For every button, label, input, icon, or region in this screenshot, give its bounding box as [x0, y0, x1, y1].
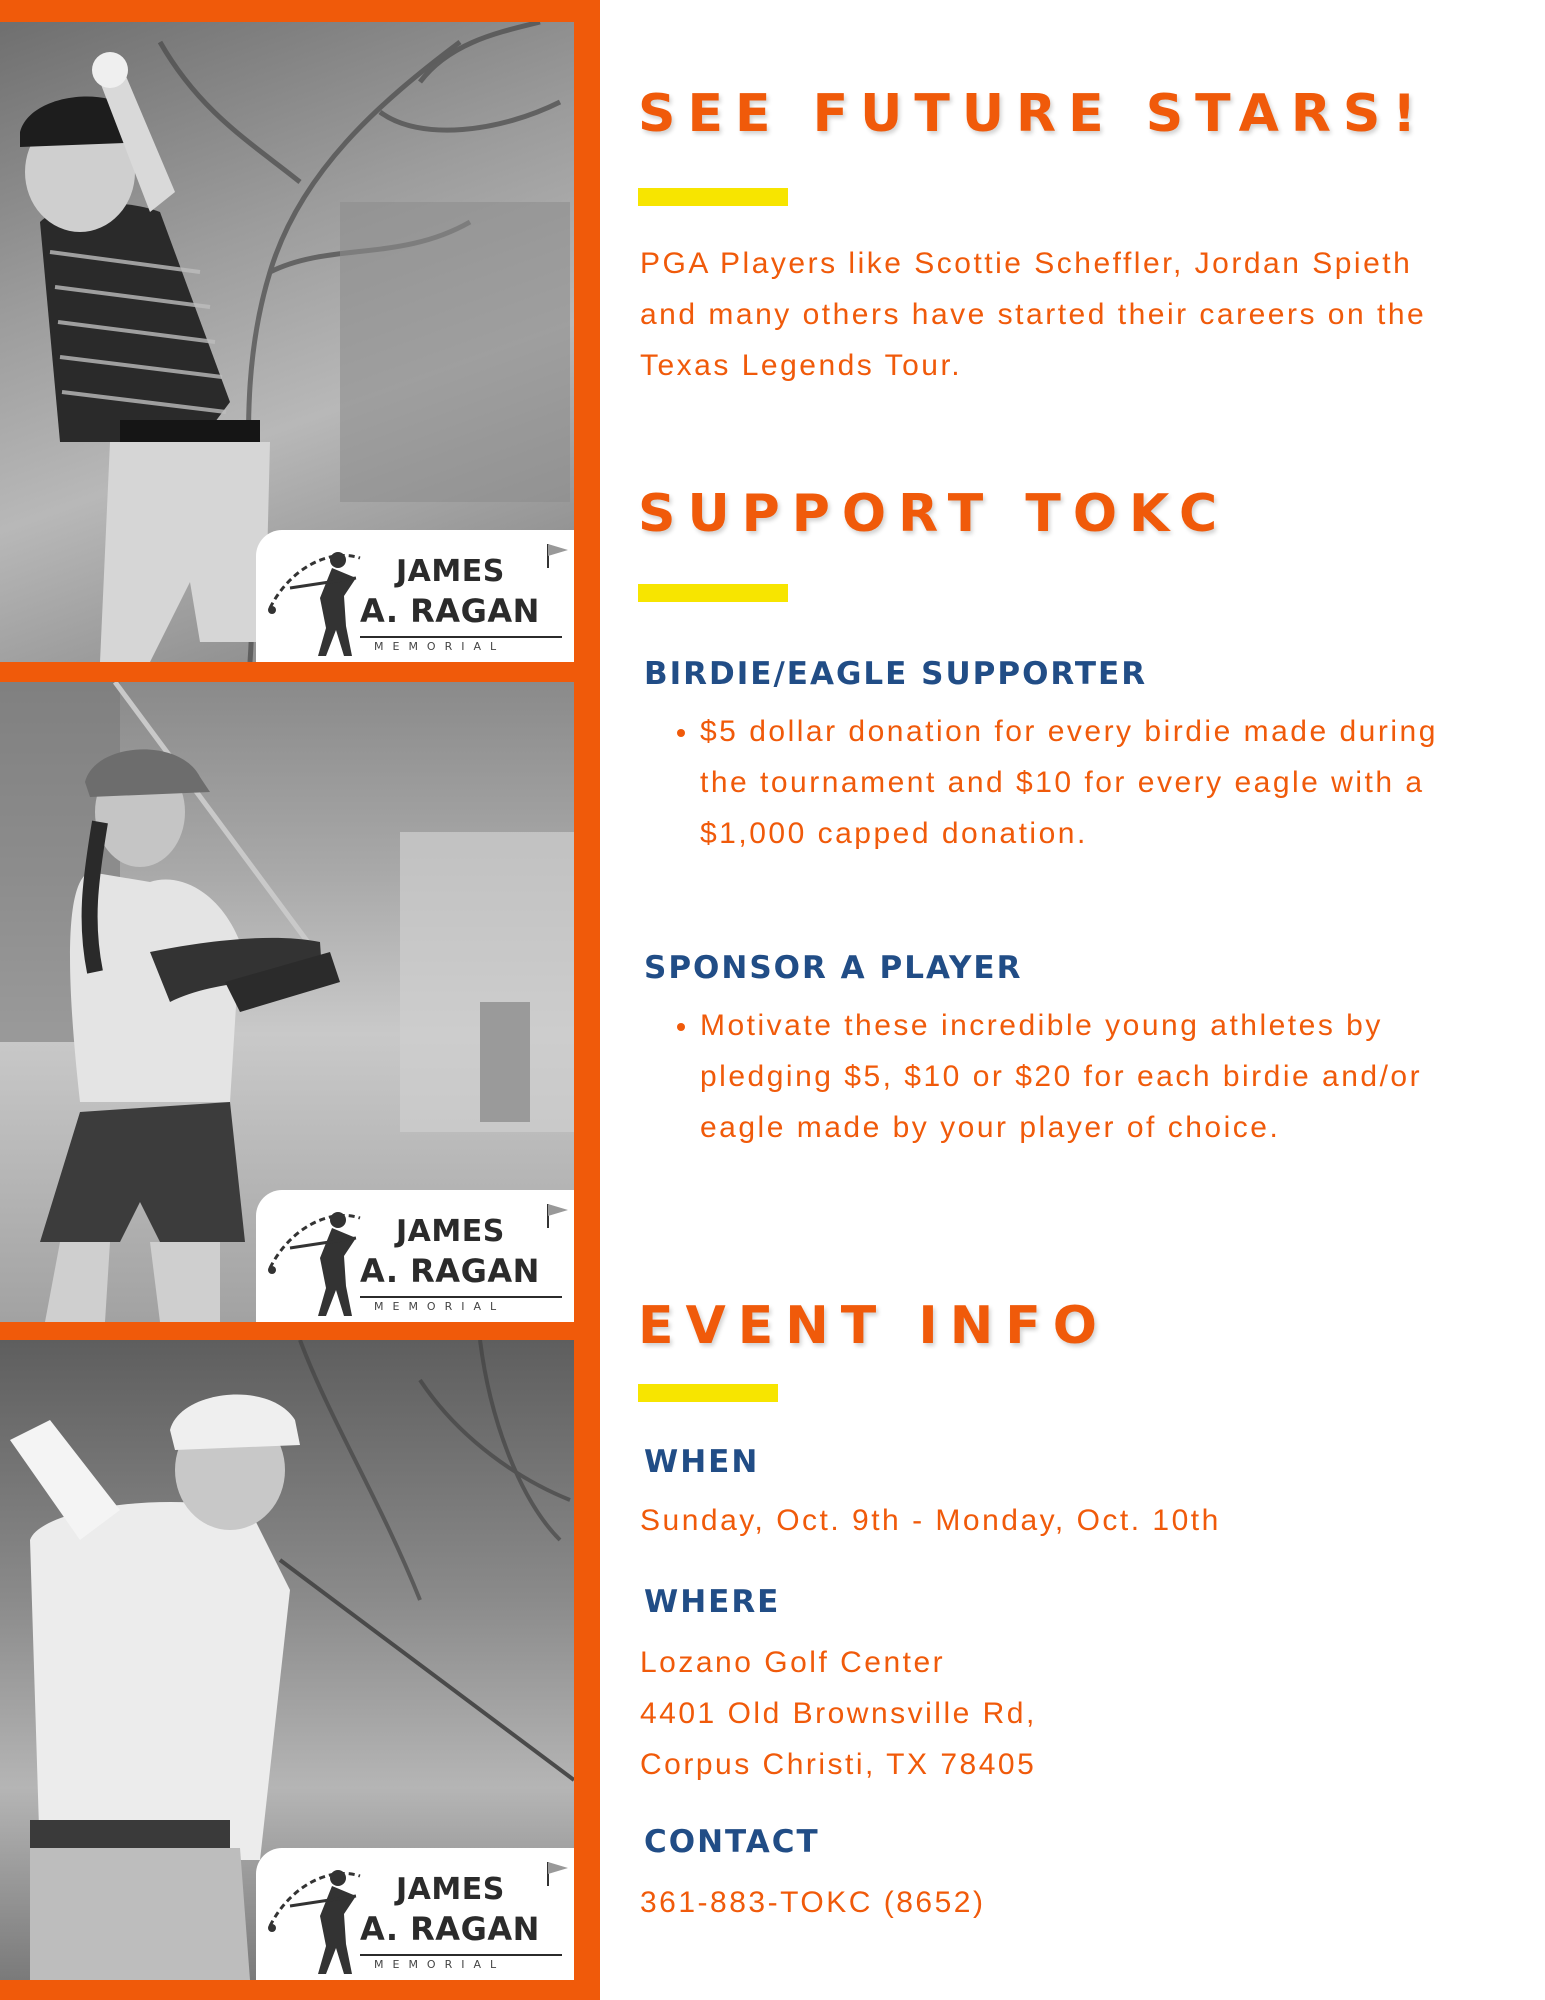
where-line-3: Corpus Christi, TX 78405: [640, 1748, 1037, 1781]
when-text: Sunday, Oct. 9th - Monday, Oct. 10th: [640, 1504, 1221, 1537]
logo-line-memorial: MEMORIAL: [374, 640, 506, 653]
logo-line-james: JAMES: [396, 1872, 505, 1907]
photo-column: [0, 0, 600, 2000]
birdie-eagle-heading: BIRDIE/EAGLE SUPPORTER: [644, 656, 1148, 692]
contact-heading: CONTACT: [644, 1824, 820, 1860]
content-column: [600, 0, 1545, 2000]
flag-icon: [546, 1202, 570, 1228]
james-ragan-memorial-logo: [256, 1848, 574, 1980]
logo-line-memorial: MEMORIAL: [374, 1958, 506, 1971]
flag-icon: [546, 542, 570, 568]
logo-divider: [360, 1296, 562, 1298]
birdie-eagle-list: [660, 706, 1490, 859]
where-line-1: Lozano Golf Center: [640, 1646, 946, 1679]
flag-icon: [546, 1860, 570, 1886]
golfer-photo-1: [0, 22, 574, 662]
golfer-photo-3: [0, 1340, 574, 1980]
james-ragan-memorial-logo: [256, 530, 574, 662]
logo-line-ragan: A. RAGAN: [360, 1910, 540, 1948]
logo-divider: [360, 1954, 562, 1956]
sponsor-player-bullet: • Motivate these incredible young athletes by pledging $5, $10 or $20 for each birdie and/or eagle made by your player of choice.: [700, 1000, 1490, 1153]
yellow-divider-3: [638, 1384, 778, 1402]
logo-divider: [360, 636, 562, 638]
contact-phone: 361-883-TOKC (8652): [640, 1886, 986, 1919]
where-heading: WHERE: [644, 1584, 781, 1620]
james-ragan-memorial-logo: [256, 1190, 574, 1322]
future-stars-title: SEE FUTURE STARS!: [638, 84, 1429, 144]
support-title: SUPPORT TOKC: [638, 484, 1230, 544]
golfer-photo-2: [0, 682, 574, 1322]
logo-line-memorial: MEMORIAL: [374, 1300, 506, 1313]
sponsor-player-heading: SPONSOR A PLAYER: [644, 950, 1023, 986]
yellow-divider-1: [638, 188, 788, 206]
logo-line-ragan: A. RAGAN: [360, 592, 540, 630]
birdie-eagle-bullet: • $5 dollar donation for every birdie made during the tournament and $10 for every eagle with a $1,000 capped donation.: [700, 706, 1490, 859]
future-stars-text: PGA Players like Scottie Scheffler, Jordan Spieth and many others have started their careers on the Texas Legends Tour.: [640, 247, 1427, 382]
where-line-2: 4401 Old Brownsville Rd,: [640, 1697, 1037, 1730]
sponsor-player-list: [660, 1000, 1490, 1153]
when-heading: WHEN: [644, 1444, 760, 1480]
logo-line-james: JAMES: [396, 1214, 505, 1249]
yellow-divider-2: [638, 584, 788, 602]
logo-line-james: JAMES: [396, 554, 505, 589]
event-info-title: EVENT INFO: [638, 1296, 1109, 1356]
logo-line-ragan: A. RAGAN: [360, 1252, 540, 1290]
